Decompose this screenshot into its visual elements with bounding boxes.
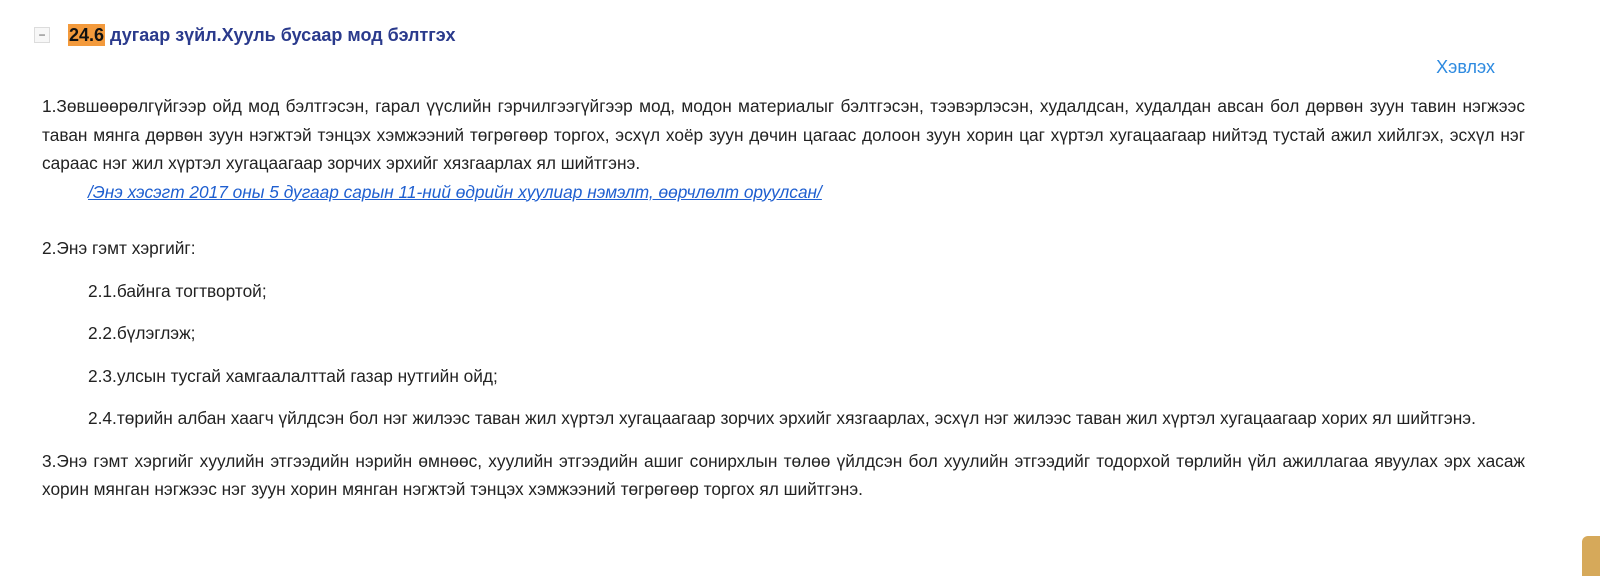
sub-item: 2.4.төрийн албан хаагч үйлдсэн бол нэг жилээс таван жил хүртэл хугацаагаар зорчих эрхийг хязгаарлах, эсхүл нэг жилээс таван жил хүртэл хугацаагаар хорих ял шийтгэнэ. <box>88 408 1476 428</box>
amendment-link[interactable]: /Энэ хэсэгт 2017 оны 5 дугаар сарын 11-ний өдрийн хуулиар нэмэлт, өөрчлөлт оруулсан/ <box>88 181 822 202</box>
sub-item: 2.1.байнга тогтвортой; <box>88 280 267 301</box>
sub-item: 2.2.бүлэглэж; <box>88 323 196 343</box>
collapse-button[interactable] <box>34 27 50 43</box>
minus-icon: − <box>38 28 46 42</box>
article-number: 24.6 <box>69 25 105 45</box>
floating-action-button[interactable] <box>1582 536 1600 576</box>
paragraph-3: 3.Энэ гэмт хэргийг хуулийн этгээдийн нэрийн өмнөөс, хуулийн этгээдийн ашиг сонирхлын төлөө үйлдсэн бол хуулийн этгээдийг тодорхой төрлийн үйл ажиллагаа явуулах эрх хасаж хорин мянган нэгжээс нэг зуун хорин мянган нэгжтэй тэнцэх хэмжээний төгрөгөөр торгох ял шийтгэнэ. <box>42 450 1525 499</box>
print-link[interactable]: Хэвлэх <box>1436 57 1495 77</box>
sub-item: 2.3.улсын тусгай хамгаалалттай газар нутгийн ойд; <box>88 365 498 386</box>
article-title: дугаар зүйл.Хууль бусаар мод бэлтгэх <box>110 25 456 45</box>
article-content <box>42 92 1525 504</box>
article-header <box>34 22 456 48</box>
paragraph-2: 2.Энэ гэмт хэргийг: <box>42 238 196 258</box>
paragraph-1: 1.Зөвшөөрөлгүйгээр ойд мод бэлтгэсэн, гарал үүслийн гэрчилгээгүйгээр мод, модон материалыг бэлтгэсэн, тээвэрлэсэн, худалдсан, худалдан авсан бол дөрвөн зуун тавин нэгжээс таван мянга дөрвөн зуун нэгжтэй тэнцэх хэмжээний төгрөгөөр торгох, эсхүл хоёр зуун дөчин цагаас долоон зуун хорин цаг хүртэл хугацаагаар нийтэд тустай ажил хийлгэх, эсхүл нэг сараас нэг жил хүртэл хугацаагаар зорчих эрхийг хязгаарлах ял шийтгэнэ. <box>42 96 1525 173</box>
